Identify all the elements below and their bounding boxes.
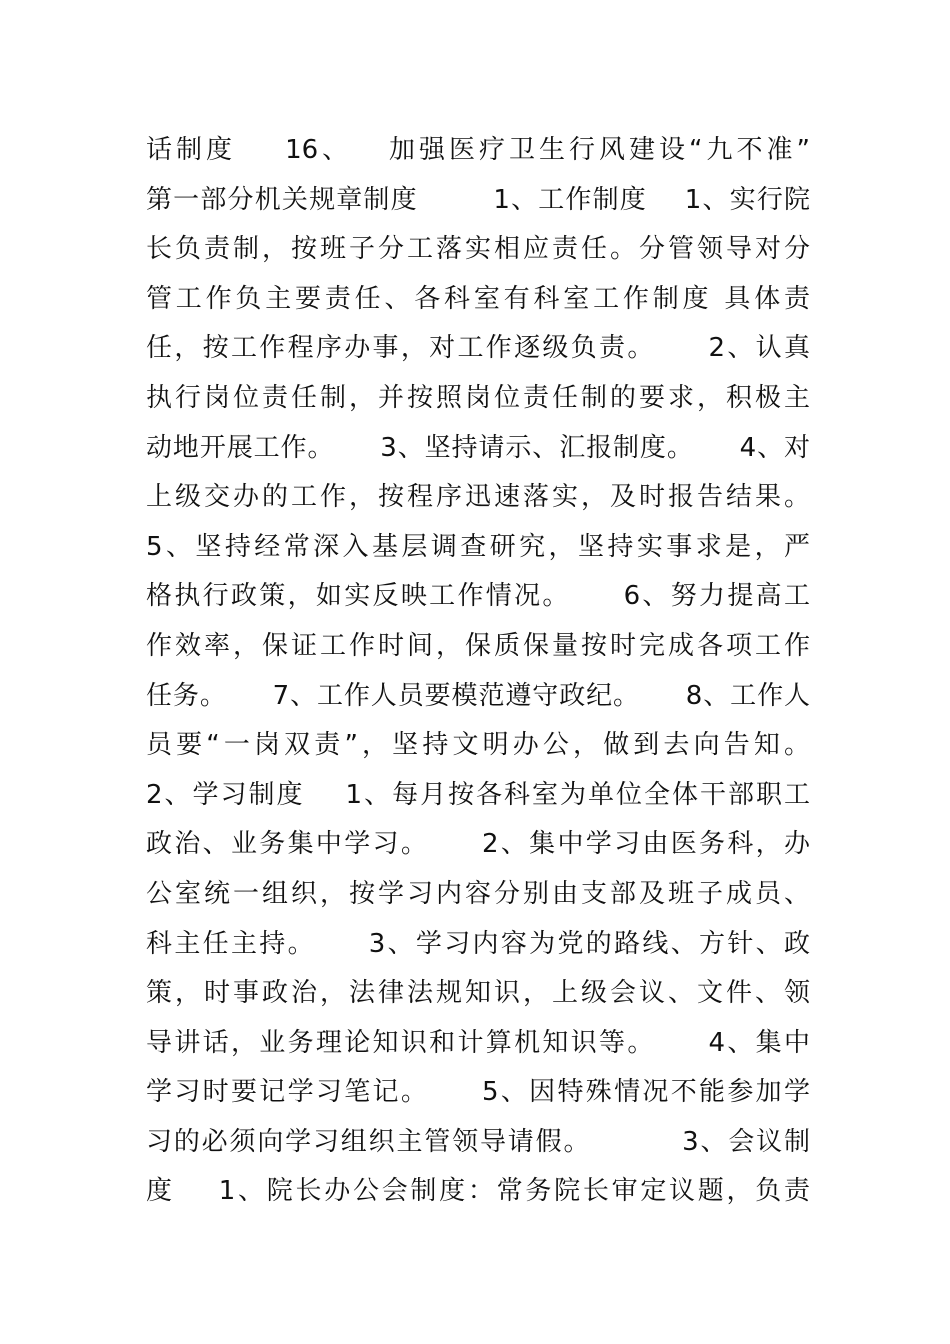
text-line-18: 策，时事政治，法律法规知识，上级会议、文件、领 [146, 978, 810, 1009]
text-line-14: 2、学习制度 1、每月按各科室为单位全体干部职工 [146, 779, 810, 810]
text-line-10: 格执行政策，如实反映工作情况。 6、努力提高工 [146, 581, 810, 612]
text-line-4: 管工作负主要责任、各科室有科室工作制度 具体责 [146, 283, 810, 314]
text-line-20: 学习时要记学习笔记。 5、因特殊情况不能参加学 [146, 1077, 810, 1108]
text-line-12: 任务。 7、工作人员要模范遵守政纪。 8、工作人 [146, 680, 810, 711]
text-line-19: 导讲话，业务理论知识和计算机知识等。 4、集中 [146, 1027, 810, 1058]
text-line-22: 度 1、院长办公会制度：常务院长审定议题，负责 [146, 1176, 810, 1207]
text-line-11: 作效率，保证工作时间，保质保量按时完成各项工作 [146, 630, 810, 661]
text-line-9: 5、坚持经常深入基层调查研究，坚持实事求是，严 [146, 531, 810, 562]
text-line-17: 科主任主持。 3、学习内容为党的路线、方针、政 [146, 928, 810, 959]
text-line-7: 动地开展工作。 3、坚持请示、汇报制度。 4、对 [146, 432, 810, 463]
text-line-13: 员要“一岗双责”，坚持文明办公，做到去向告知。 [146, 730, 810, 761]
text-line-2: 第一部分机关规章制度 1、工作制度 1、实行院 [146, 184, 810, 215]
text-line-1: 话制度 16、 加强医疗卫生行风建设“九不准” [146, 135, 810, 165]
text-line-5: 任，按工作程序办事，对工作逐级负责。 2、认真 [146, 333, 810, 364]
body-text [146, 126, 810, 1217]
text-line-6: 执行岗位责任制，并按照岗位责任制的要求，积极主 [146, 382, 810, 413]
text-line-15: 政治、业务集中学习。 2、集中学习由医务科，办 [146, 829, 810, 860]
text-line-16: 公室统一组织，按学习内容分别由支部及班子成员、 [146, 878, 810, 909]
text-line-3: 长负责制，按班子分工落实相应责任。分管领导对分 [146, 234, 810, 265]
text-line-21: 习的必须向学习组织主管领导请假。 3、会议制 [146, 1126, 810, 1157]
text-line-8: 上级交办的工作，按程序迅速落实，及时报告结果。 [146, 482, 810, 513]
